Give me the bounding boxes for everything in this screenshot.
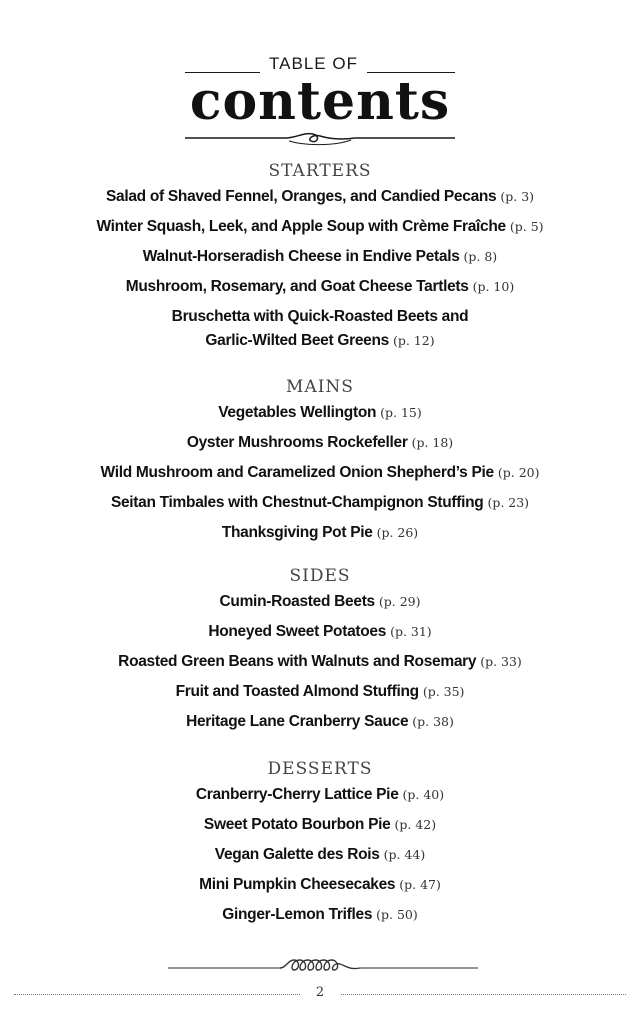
header-rule-left xyxy=(185,72,260,73)
list-item xyxy=(0,428,640,458)
item-page: (p. 29) xyxy=(378,594,421,609)
header-flourish-icon xyxy=(185,128,455,150)
section-title: SIDES xyxy=(289,566,351,586)
item-page: (p. 42) xyxy=(394,817,437,832)
item-name: Walnut-Horseradish Cheese in Endive Petals xyxy=(142,248,460,265)
item-page: (p. 40) xyxy=(402,787,445,802)
item-name: Heritage Lane Cranberry Sauce xyxy=(186,713,409,730)
list-item xyxy=(0,870,640,900)
item-page: (p. 15) xyxy=(380,405,422,420)
item-page: (p. 23) xyxy=(487,495,530,510)
item-name: Thanksgiving Pot Pie xyxy=(221,524,373,541)
item-name: Sweet Potato Bourbon Pie xyxy=(203,816,391,833)
item-page: (p. 35) xyxy=(422,684,465,699)
list-item xyxy=(0,302,640,356)
item-name: Winter Squash, Leek, and Apple Soup with Crème Fraîche xyxy=(96,218,506,235)
list-item xyxy=(0,707,640,737)
list-item xyxy=(0,458,640,488)
item-name: Salad of Shaved Fennel, Oranges, and Candied Pecans xyxy=(105,188,497,205)
item-name: Oyster Mushrooms Rockefeller xyxy=(186,434,408,451)
item-name: Mushroom, Rosemary, and Goat Cheese Tartlets xyxy=(125,278,469,295)
loop-flourish-icon xyxy=(0,952,640,982)
item-name: Vegetables Wellington xyxy=(218,404,377,421)
table-of-line xyxy=(185,52,455,78)
section-mains xyxy=(0,376,640,548)
item-page: (p. 10) xyxy=(472,279,515,294)
list-item xyxy=(0,272,640,302)
list-item xyxy=(0,518,640,548)
header-rule-right xyxy=(367,72,455,73)
item-name: Fruit and Toasted Almond Stuffing xyxy=(175,683,419,700)
section-sides xyxy=(0,565,640,737)
item-page: (p. 50) xyxy=(376,907,418,922)
list-item xyxy=(0,182,640,212)
item-page: (p. 33) xyxy=(480,654,522,669)
section-starters xyxy=(0,160,640,356)
table-of-label: TABLE OF xyxy=(269,54,358,73)
list-item xyxy=(0,780,640,810)
list-item xyxy=(0,900,640,930)
item-name: Cranberry-Cherry Lattice Pie xyxy=(195,786,399,803)
item-name: Vegan Galette des Rois xyxy=(214,846,380,863)
item-page: (p. 47) xyxy=(399,877,441,892)
list-item xyxy=(0,647,640,677)
item-name: Cumin-Roasted Beets xyxy=(219,593,375,610)
contents-title: contents xyxy=(189,71,451,132)
page-number: 2 xyxy=(300,985,340,1000)
list-item xyxy=(0,617,640,647)
list-item xyxy=(0,242,640,272)
section-title: STARTERS xyxy=(268,161,372,181)
list-item xyxy=(0,212,640,242)
item-page: (p. 3) xyxy=(500,189,535,204)
item-name: Mini Pumpkin Cheesecakes xyxy=(199,876,396,893)
item-page: (p. 26) xyxy=(376,525,419,540)
item-page: (p. 20) xyxy=(497,465,540,480)
item-page: (p. 5) xyxy=(509,219,544,234)
item-page: (p. 8) xyxy=(463,249,498,264)
list-item xyxy=(0,840,640,870)
list-item xyxy=(0,677,640,707)
list-item xyxy=(0,488,640,518)
item-page: (p. 31) xyxy=(390,624,432,639)
list-item xyxy=(0,587,640,617)
list-item xyxy=(0,398,640,428)
item-name: Honeyed Sweet Potatoes xyxy=(208,623,387,640)
section-desserts xyxy=(0,758,640,930)
item-name-line2: Garlic-Wilted Beet Greens xyxy=(205,332,389,349)
toc-header xyxy=(0,52,640,150)
item-page: (p. 44) xyxy=(383,847,426,862)
item-name: Ginger-Lemon Trifles xyxy=(222,906,373,923)
item-page: (p. 38) xyxy=(412,714,454,729)
item-name: Wild Mushroom and Caramelized Onion Shepherd’s Pie xyxy=(100,464,494,481)
list-item xyxy=(0,810,640,840)
item-name: Roasted Green Beans with Walnuts and Rosemary xyxy=(118,653,477,670)
item-page: (p. 18) xyxy=(411,435,454,450)
section-title: DESSERTS xyxy=(267,759,373,779)
item-name: Seitan Timbales with Chestnut-Champignon Stuffing xyxy=(110,494,484,511)
item-name-line1: Bruschetta with Quick-Roasted Beets and xyxy=(171,308,469,325)
item-page: (p. 12) xyxy=(392,333,435,348)
section-title: MAINS xyxy=(286,377,354,397)
